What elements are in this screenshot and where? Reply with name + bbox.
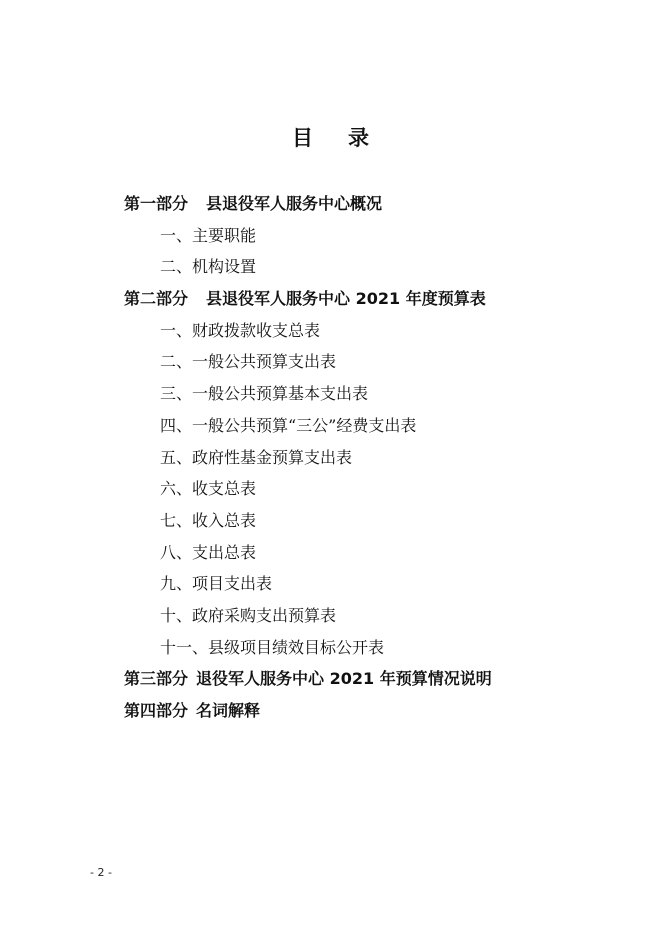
toc-part-label: 第三部分	[124, 669, 189, 689]
page-number: - 2 -	[90, 866, 112, 879]
toc-part-label: 第四部分	[124, 701, 189, 720]
title-char-1: 目	[292, 125, 314, 150]
toc-item[interactable]: 七、收入总表	[160, 510, 257, 530]
page-title	[0, 122, 662, 152]
toc-part-text: 名词解释	[196, 701, 261, 720]
toc-part-label: 第一部分	[124, 194, 189, 213]
toc-item[interactable]: 二、机构设置	[160, 257, 257, 277]
toc-part-4[interactable]	[124, 695, 604, 727]
toc-item[interactable]: 一、财政拨款收支总表	[160, 320, 321, 340]
toc-part-text: 退役军人服务中心 2021 年预算情况说明	[196, 669, 492, 689]
toc-item[interactable]: 十一、县级项目绩效目标公开表	[160, 637, 385, 657]
table-of-contents	[124, 188, 604, 727]
toc-item[interactable]: 九、项目支出表	[160, 574, 273, 594]
toc-item[interactable]: 五、政府性基金预算支出表	[160, 447, 353, 467]
toc-item[interactable]: 六、收支总表	[160, 479, 257, 499]
toc-part-text: 县退役军人服务中心概况	[206, 194, 383, 213]
toc-part-3[interactable]	[124, 663, 604, 695]
toc-part-label: 第二部分	[124, 289, 189, 309]
toc-item[interactable]: 一、主要职能	[160, 225, 257, 245]
toc-item[interactable]: 二、一般公共预算支出表	[160, 352, 337, 372]
title-char-2: 录	[348, 125, 370, 150]
toc-item[interactable]: 三、一般公共预算基本支出表	[160, 384, 369, 404]
toc-item[interactable]: 八、支出总表	[160, 542, 257, 562]
toc-part-1[interactable]	[124, 188, 604, 220]
toc-item[interactable]: 四、一般公共预算“三公”经费支出表	[160, 415, 417, 435]
toc-part-text: 县退役军人服务中心 2021 年度预算表	[206, 289, 486, 309]
toc-item[interactable]: 十、政府采购支出预算表	[160, 605, 337, 625]
toc-part-2[interactable]	[124, 283, 604, 315]
